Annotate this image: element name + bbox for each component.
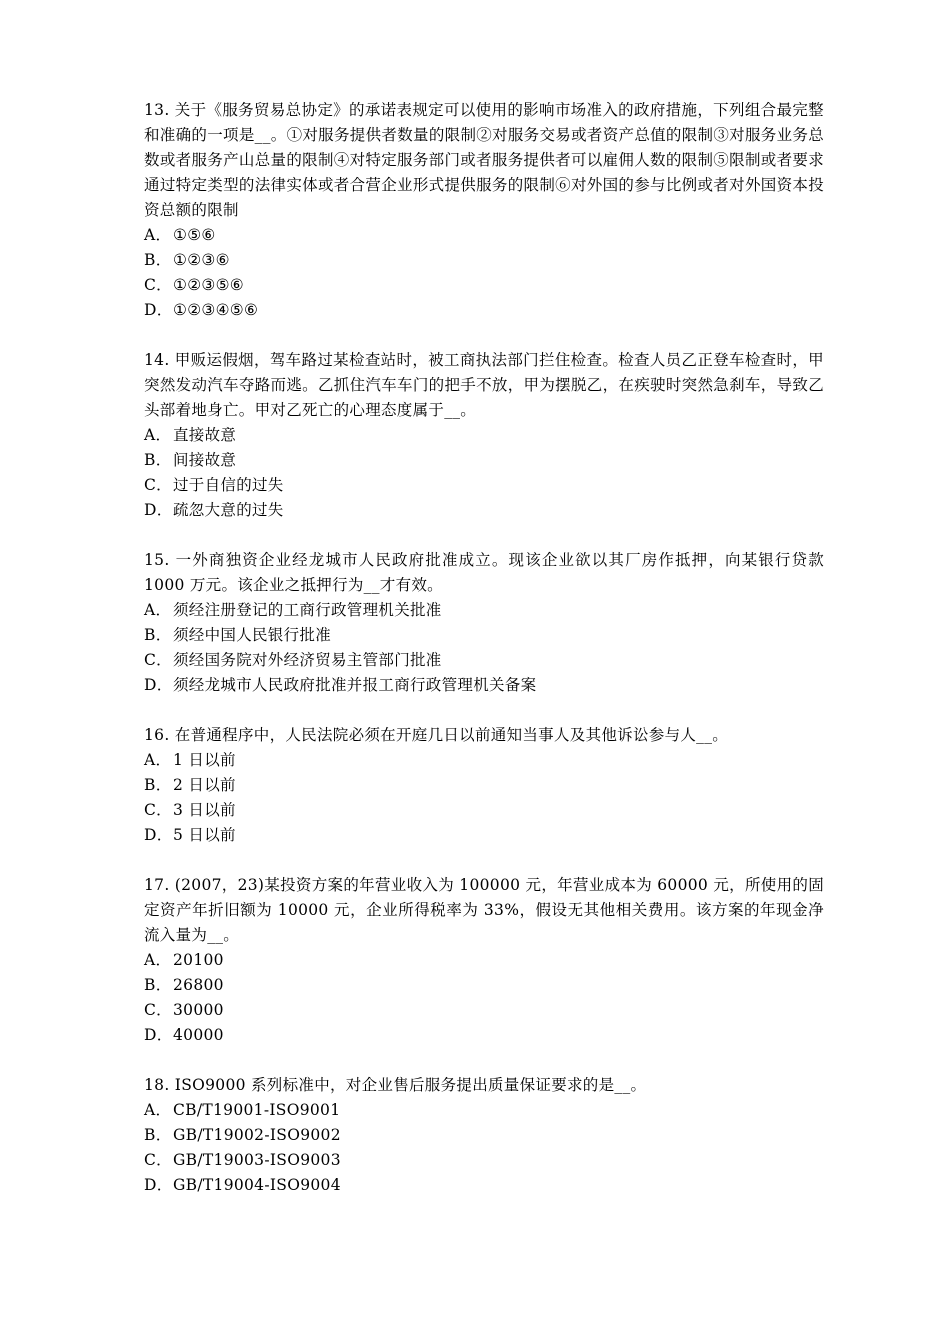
option-text: 2 日以前 — [173, 776, 236, 794]
option-text: 疏忽大意的过失 — [173, 501, 284, 519]
option-label: C． — [144, 801, 172, 819]
option-c — [144, 1148, 824, 1173]
option-a — [144, 948, 824, 973]
question-18 — [144, 1073, 824, 1198]
question-13 — [144, 98, 824, 323]
option-label: A． — [144, 601, 172, 619]
option-label: D． — [144, 501, 173, 519]
option-label: C． — [144, 276, 172, 294]
option-b — [144, 248, 824, 273]
option-text: ①②③⑤⑥ — [173, 276, 244, 294]
option-label: B． — [144, 976, 172, 994]
option-text: ①②③⑥ — [173, 251, 230, 269]
question-stem: 15. 一外商独资企业经龙城市人民政府批准成立。现该企业欲以其厂房作抵押，向某银行贷款 1000 万元。该企业之抵押行为__才有效。 — [144, 551, 824, 594]
option-label: A． — [144, 951, 172, 969]
option-b — [144, 773, 824, 798]
option-text: 30000 — [173, 1001, 224, 1019]
option-d — [144, 673, 824, 698]
question-stem: 16. 在普通程序中，人民法院必须在开庭几日以前通知当事人及其他诉讼参与人__。 — [144, 726, 729, 744]
option-label: C． — [144, 476, 172, 494]
option-text: 过于自信的过失 — [173, 476, 284, 494]
option-label: A． — [144, 426, 172, 444]
question-stem: 14. 甲贩运假烟，驾车路过某检查站时，被工商执法部门拦住检查。检查人员乙正登车检查时，甲突然发动汽车夺路而逃。乙抓住汽车车门的把手不放，甲为摆脱乙，在疾驶时突然急刹车，导致乙头部着地身亡。甲对乙死亡的心理态度属于__。 — [144, 351, 824, 419]
option-text: 直接故意 — [173, 426, 237, 444]
option-a — [144, 598, 824, 623]
option-d — [144, 298, 824, 323]
option-text: GB/T19002-ISO9002 — [173, 1126, 341, 1144]
option-label: D． — [144, 676, 173, 694]
question-16 — [144, 723, 824, 848]
document-page — [144, 98, 824, 1223]
option-text: 须经注册登记的工商行政管理机关批准 — [173, 601, 442, 619]
option-text: 5 日以前 — [173, 826, 236, 844]
option-label: A． — [144, 1101, 172, 1119]
option-c — [144, 648, 824, 673]
option-label: D． — [144, 1026, 173, 1044]
option-text: 1 日以前 — [173, 751, 236, 769]
option-label: B． — [144, 251, 172, 269]
option-text: 须经龙城市人民政府批准并报工商行政管理机关备案 — [173, 676, 537, 694]
option-label: C． — [144, 651, 172, 669]
option-label: D． — [144, 301, 173, 319]
option-b — [144, 448, 824, 473]
option-d — [144, 823, 824, 848]
question-stem: 17. (2007，23)某投资方案的年营业收入为 100000 元，年营业成本为 60000 元，所使用的固定资产年折旧额为 10000 元，企业所得税率为 33%，假设无其他相关费用。该方案的年现金净流入量为__。 — [144, 876, 824, 944]
option-text: 3 日以前 — [173, 801, 236, 819]
question-stem: 18. ISO9000 系列标准中，对企业售后服务提出质量保证要求的是__。 — [144, 1076, 647, 1094]
option-text: GB/T19004-ISO9004 — [173, 1176, 341, 1194]
option-text: 26800 — [173, 976, 224, 994]
question-stem: 13. 关于《服务贸易总协定》的承诺表规定可以使用的影响市场准入的政府措施，下列组合最完整和准确的一项是__。①对服务提供者数量的限制②对服务交易或者资产总值的限制③对服务业务总数或者服务产山总量的限制④对特定服务部门或者服务提供者可以雇佣人数的限制⑤限制或者要求通过特定类型的法律实体或者合营企业形式提供服务的限制⑥对外国的参与比例或者对外国资本投资总额的限制 — [144, 101, 824, 219]
option-label: C． — [144, 1151, 172, 1169]
option-text: 须经国务院对外经济贸易主管部门批准 — [173, 651, 442, 669]
option-d — [144, 1173, 824, 1198]
option-d — [144, 1023, 824, 1048]
option-text: 40000 — [173, 1026, 224, 1044]
option-c — [144, 798, 824, 823]
option-c — [144, 998, 824, 1023]
option-text: GB/T19003-ISO9003 — [173, 1151, 341, 1169]
option-label: C． — [144, 1001, 172, 1019]
option-label: B． — [144, 776, 172, 794]
option-b — [144, 973, 824, 998]
option-label: D． — [144, 1176, 173, 1194]
option-label: A． — [144, 226, 172, 244]
option-text: 间接故意 — [173, 451, 237, 469]
question-15 — [144, 548, 824, 698]
option-text: 20100 — [173, 951, 224, 969]
option-a — [144, 423, 824, 448]
option-a — [144, 223, 824, 248]
option-d — [144, 498, 824, 523]
option-c — [144, 473, 824, 498]
option-label: D． — [144, 826, 173, 844]
option-label: B． — [144, 1126, 172, 1144]
option-b — [144, 623, 824, 648]
option-label: B． — [144, 626, 172, 644]
option-text: ①⑤⑥ — [173, 226, 216, 244]
option-text: 须经中国人民银行批准 — [173, 626, 332, 644]
option-text: CB/T19001-ISO9001 — [173, 1101, 341, 1119]
question-17 — [144, 873, 824, 1048]
option-label: B． — [144, 451, 172, 469]
option-text: ①②③④⑤⑥ — [173, 301, 259, 319]
option-c — [144, 273, 824, 298]
option-a — [144, 1098, 824, 1123]
option-a — [144, 748, 824, 773]
option-b — [144, 1123, 824, 1148]
option-label: A． — [144, 751, 172, 769]
question-14 — [144, 348, 824, 523]
